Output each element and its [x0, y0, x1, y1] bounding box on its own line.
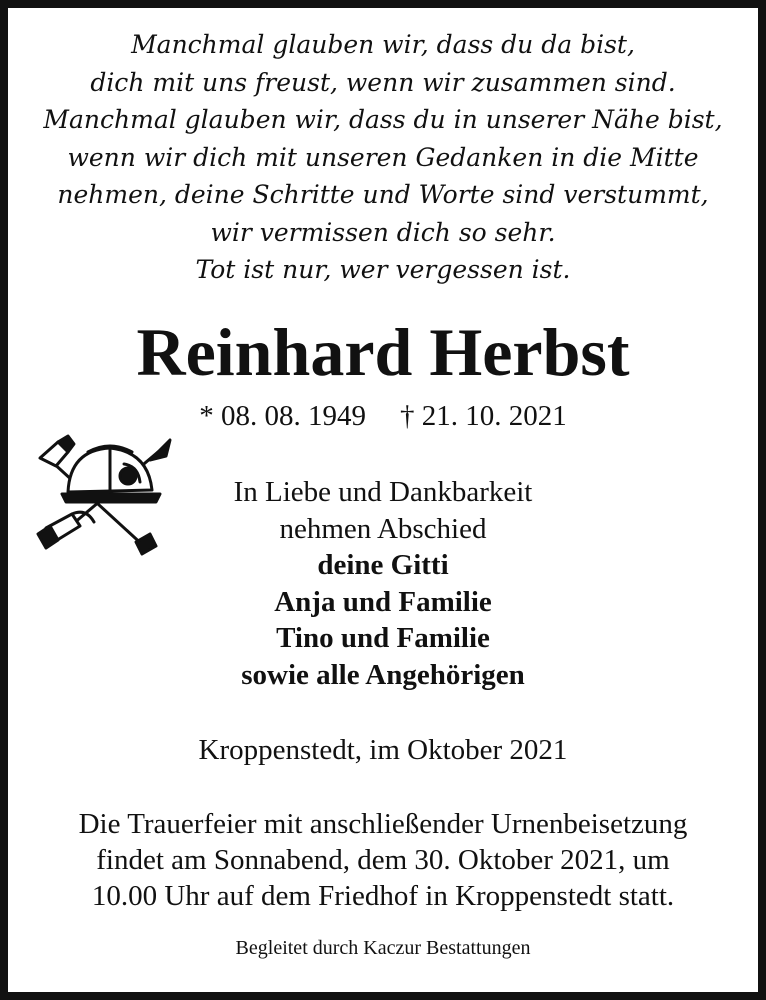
- mourner-name: deine Gitti: [317, 549, 449, 581]
- undertaker-credit: Begleitet durch Kaczur Bestattungen: [235, 937, 531, 959]
- death-date: † 21. 10. 2021: [400, 400, 567, 432]
- poem-line: wenn wir dich mit unseren Gedanken in die Mitte: [67, 142, 699, 172]
- poem-line: wir vermissen dich so sehr.: [210, 217, 556, 247]
- poem-line: Manchmal glauben wir, dass du in unserer Nähe bist,: [43, 105, 723, 134]
- place-date: Kroppenstedt, im Oktober 2021: [198, 734, 568, 766]
- deceased-name: Reinhard Herbst: [136, 314, 630, 390]
- mourners-block: [0, 474, 766, 693]
- poem-line: Tot ist nur, wer vergessen ist.: [195, 255, 571, 284]
- mourners-intro: nehmen Abschied: [279, 512, 487, 545]
- funeral-line: 10.00 Uhr auf dem Friedhof in Kroppenstedt statt.: [91, 880, 675, 912]
- mourners-intro: In Liebe und Dankbarkeit: [233, 476, 533, 508]
- poem-line: dich mit uns freust, wenn wir zusammen sind.: [90, 67, 676, 97]
- poem-line: Manchmal glauben wir, dass du da bist,: [131, 30, 635, 59]
- funeral-line: Die Trauerfeier mit anschließender Urnenbeisetzung: [78, 808, 688, 840]
- mourner-name: sowie alle Angehörigen: [241, 658, 525, 691]
- mourner-name: Anja und Familie: [274, 585, 492, 618]
- birth-date: * 08. 08. 1949: [199, 400, 366, 432]
- poem: [20, 26, 746, 289]
- poem-line: nehmen, deine Schritte und Worte sind verstummt,: [57, 180, 709, 209]
- mourner-name: Tino und Familie: [276, 622, 490, 654]
- funeral-notice: [0, 806, 766, 914]
- funeral-line: findet am Sonnabend, dem 30. Oktober 2021, um: [96, 844, 670, 876]
